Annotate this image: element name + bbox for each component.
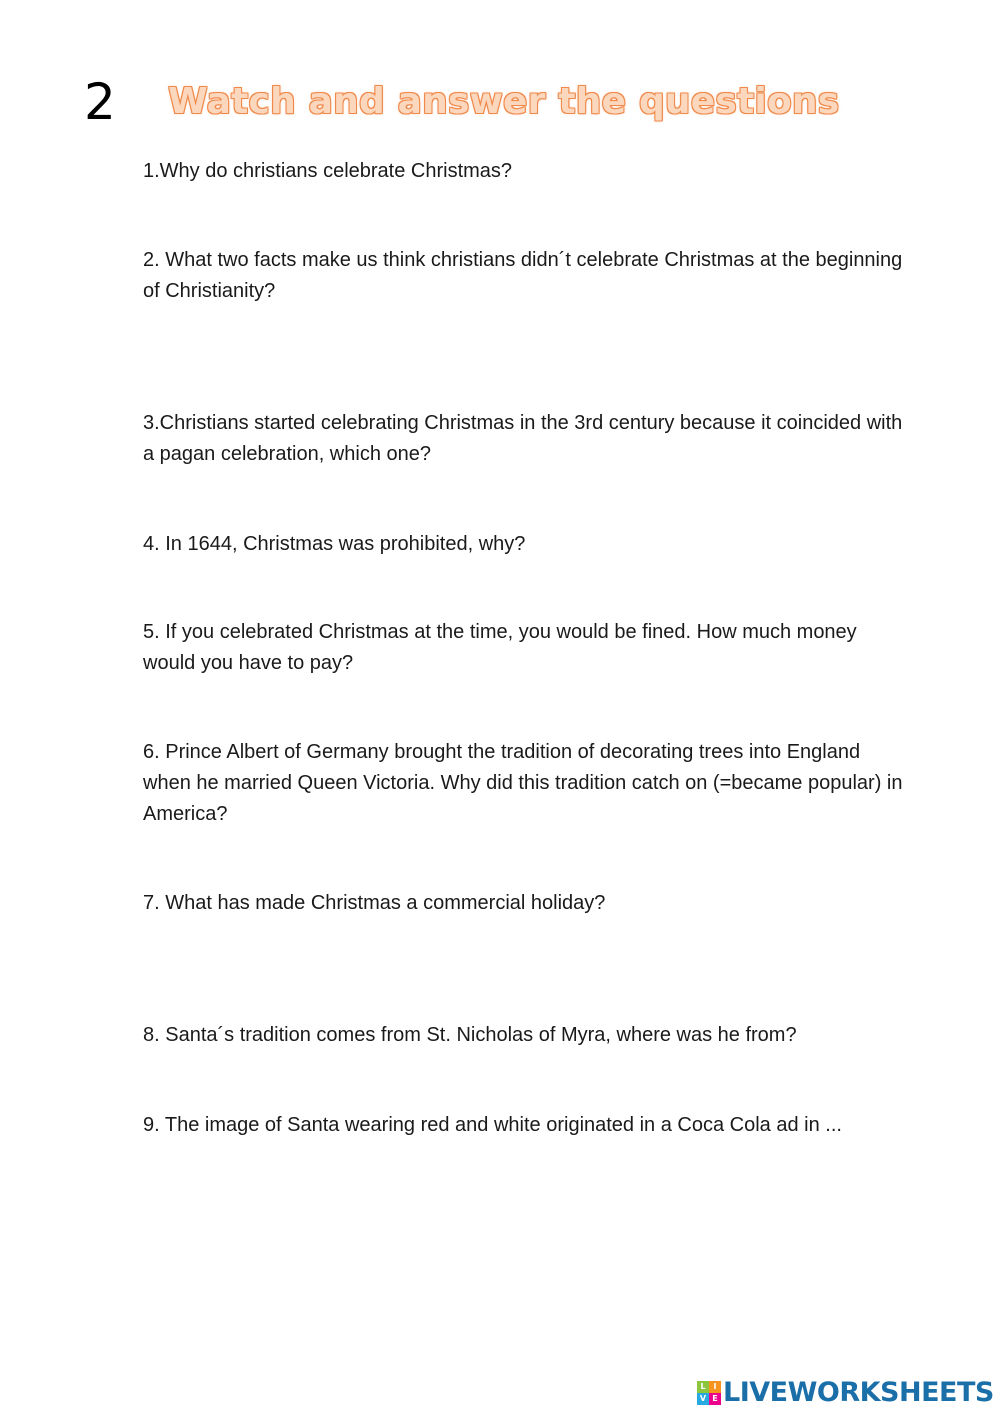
logo-letter-l: L bbox=[697, 1381, 709, 1393]
question-3: 3.Christians started celebrating Christmas in the 3rd century because it coincided with a pagan celebration, which one? bbox=[143, 412, 903, 465]
question-1: 1.Why do christians celebrate Christmas? bbox=[143, 160, 513, 182]
liveworksheets-brand-text: LIVEWORKSHEETS bbox=[723, 1377, 994, 1408]
logo-letter-i: I bbox=[709, 1381, 721, 1393]
section-number: 2 bbox=[84, 73, 116, 131]
liveworksheets-brand[interactable] bbox=[697, 1377, 994, 1409]
question-5: 5. If you celebrated Christmas at the time, you would be fined. How much money would you have to pay? bbox=[143, 621, 857, 674]
page-title bbox=[168, 78, 839, 126]
logo-letter-e: E bbox=[709, 1393, 721, 1405]
question-9: 9. The image of Santa wearing red and white originated in a Coca Cola ad in ... bbox=[143, 1114, 842, 1136]
liveworksheets-logo-icon bbox=[697, 1381, 721, 1405]
question-2: 2. What two facts make us think christians didn´t celebrate Christmas at the beginning of Christianity? bbox=[143, 249, 903, 302]
question-6: 6. Prince Albert of Germany brought the tradition of decorating trees into England when he married Queen Victoria. Why did this tradition catch on (=became popular) in America? bbox=[143, 741, 903, 825]
question-4: 4. In 1644, Christmas was prohibited, why? bbox=[143, 533, 526, 555]
question-7: 7. What has made Christmas a commercial holiday? bbox=[143, 892, 606, 914]
question-8: 8. Santa´s tradition comes from St. Nicholas of Myra, where was he from? bbox=[143, 1024, 797, 1046]
logo-letter-v: V bbox=[697, 1393, 709, 1405]
page-title-text: Watch and answer the questions bbox=[168, 81, 840, 122]
